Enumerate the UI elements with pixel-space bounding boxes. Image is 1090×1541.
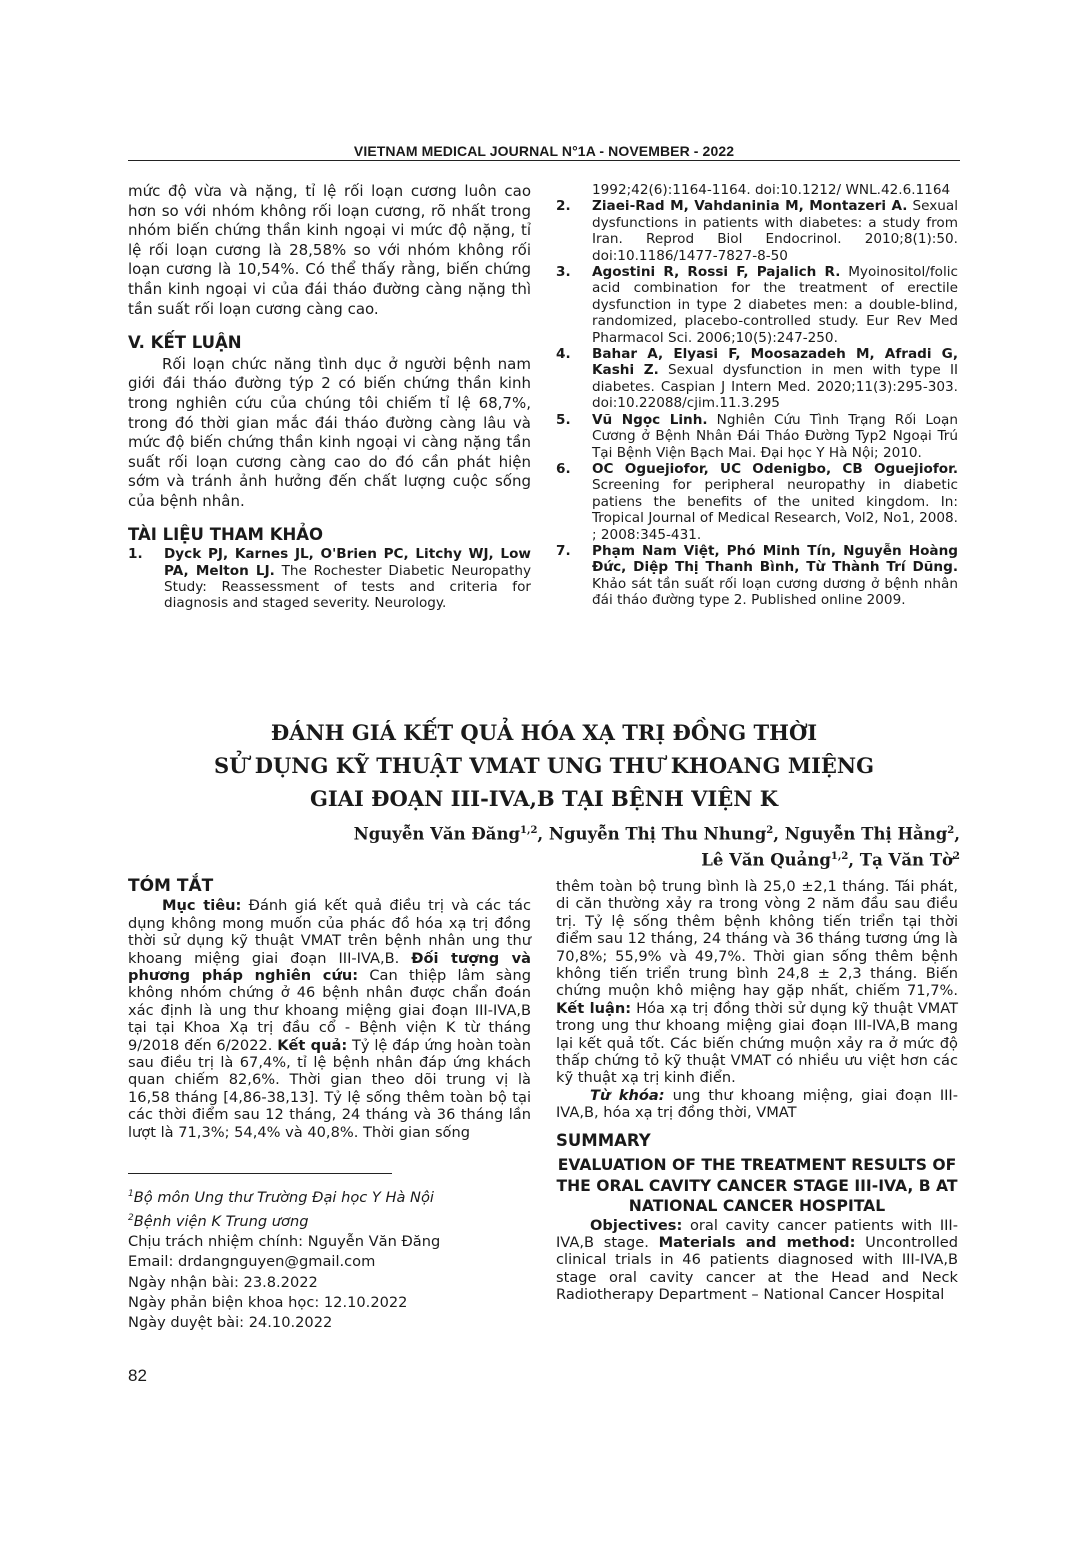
summary-paragraph: Objectives: oral cavity cancer patients with III-IVA,B stage. Materials and method: Uncontrolled clinical trials in 46 patients diagnosed with III-IVA,B stage oral cavity cancer at the Head and Neck Radiotherapy Department – National Cancer Hospital: [556, 1216, 958, 1304]
footnote-rule: [128, 1173, 392, 1174]
reference-item: 4. Bahar A, Elyasi F, Moosazadeh M, Afradi G, Kashi Z. Sexual dysfunction in men with type II diabetes. Caspian J Intern Med. 2020;11(3):295-303. doi:10.22088/cjim.11.3.295: [556, 346, 958, 412]
abstract-paragraph: Mục tiêu: Đánh giá kết quả điều trị và các tác dụng không mong muốn của phác đồ hóa xạ trị đồng thời sử dụng kỹ thuật VMAT trên bệnh nhân ung thư khoang miệng giai đoạn III-IVA,B. Đối tượng và phương pháp nghiên cứu: Can thiệp lâm sàng không nhóm chứng ở 46 bệnh nhân được chẩn đoán xác định là ung thư khoang miệng giai đoạn III-IVA,B tại tại Khoa Xạ trị đầu cổ - Bệnh viện K từ tháng 9/2018 đến 6/2022. Kết quả: Tỷ lệ đáp ứng hoàn toàn sau điều trị là 67,4%, tỉ lệ bệnh nhân đáp ứng khách quan chiếm 82,6%. Thời gian theo dõi trung vị là 16,58 tháng [4,86-38,13]. Tỷ lệ sống thêm toàn bộ tại các thời điểm sau 12 tháng, 24 tháng và 36 tháng lần lượt là 71,3%; 54,4% và 40,8%. Thời gian sống: [128, 897, 532, 1141]
email: Email: drdangnguyen@gmail.com: [128, 1253, 376, 1271]
results-label: Kết quả:: [277, 1036, 348, 1054]
authors-line-1: Nguyễn Văn Đăng$^{1,2}$, Nguyễn Thị Thu Nhung$^2$, Nguyễn Thị Hằng$^2$,: [353, 824, 960, 844]
discussion-paragraph: mức độ vừa và nặng, tỉ lệ rối loạn cương luôn cao hơn so với nhóm không rối loạn cương, rõ nhất trong nhóm biến chứng thần kinh ngoại vi mức độ nặng, tỉ lệ rối loạn cương là 28,58% so với nhóm không rối loạn cương là 10,54%. Có thể thấy rằng, biến chứng thần kinh ngoại vi của đái tháo đường càng nặng thì tần suất rối loạn cương càng cao.: [128, 182, 531, 318]
reference-text: The Rochester Diabetic Neuropathy Study: Reassessment of tests and criteria for diagnosis and staged severity. Neurology.: [164, 562, 531, 612]
abstract-heading: TÓM TẮT: [128, 876, 214, 896]
objective-label: Mục tiêu:: [162, 897, 242, 915]
article-title: [128, 716, 960, 815]
abstract-right: [556, 878, 958, 1304]
reference-continuation: 1992;42(6):1164-1164. doi:10.1212/ WNL.42.6.1164: [592, 182, 951, 198]
date-accepted: Ngày duyệt bài: 24.10.2022: [128, 1313, 333, 1331]
author-name: Nguyễn Thị Thu Nhung: [548, 824, 767, 844]
footnotes: [128, 1184, 528, 1333]
references-heading: TÀI LIỆU THAM KHẢO: [128, 524, 324, 544]
references-left: [128, 546, 531, 612]
page-number: 82: [128, 1366, 147, 1385]
reference-item: 7. Phạm Nam Việt, Phó Minh Tín, Nguyễn Hoàng Đức, Diệp Thị Thanh Bình, Từ Thành Trí Dũng. Khảo sát tần suất rối loạn cương dương ở bệnh nhân đái tháo đường type 2. Published online 2009.: [556, 542, 958, 609]
reference-item: 2. Ziaei-Rad M, Vahdaninia M, Montazeri A. Sexual dysfunctions in patients with diabetes: a study from Iran. Reprod Biol Endocrinol. 2010;8(1):50. doi:10.1186/1477-7827-8-50: [556, 198, 958, 264]
author-affiliation: 1,2: [830, 851, 849, 862]
author-affiliation: 2: [947, 825, 955, 836]
conclusion-paragraph: Rối loạn chức năng tình dục ở người bệnh nam giới đái tháo đường týp 2 có biến chứng thần kinh trong nghiên cứu của chúng tôi chiếm tỉ lệ 68,7%, trong đó thời gian mắc đái tháo đường càng lâu và mức độ biến chứng thần kinh ngoại vi càng nặng tần suất rối loạn cương càng cao do đó cần phát hiện sớm và tránh ảnh hưởng đến chất lượng cuộc sống của bệnh nhân.: [128, 354, 531, 510]
author-name: Tạ Văn Tờ: [859, 850, 954, 870]
keywords: Từ khóa: ung thư khoang miệng, giai đoạn III-IVA,B, hóa xạ trị đồng thời, VMAT: [556, 1086, 959, 1122]
keywords-label: Từ khóa:: [590, 1086, 665, 1104]
responsible-author: Chịu trách nhiệm chính: Nguyễn Văn Đăng: [128, 1233, 441, 1251]
affiliation-1: $^1$Bộ môn Ung thư Trường Đại học Y Hà Nội: [128, 1188, 434, 1206]
reference-authors: Dyck PJ, Karnes JL, O'Brien PC, Litchy WJ, Low PA, Melton LJ.: [164, 546, 531, 579]
author-affiliation: 1,2: [520, 825, 538, 836]
author-name: Nguyễn Thị Hằng: [784, 824, 948, 844]
english-title: EVALUATION OF THE TREATMENT RESULTS OF THE ORAL CAVITY CANCER STAGE III-IVA, B AT NATIONAL CANCER HOSPITAL: [556, 1156, 958, 1216]
reference-number: 1.: [128, 546, 143, 563]
objectives-label: Objectives:: [590, 1216, 683, 1234]
title-line: SỬ DỤNG KỸ THUẬT VMAT UNG THƯ KHOANG MIỆNG: [213, 753, 875, 778]
references-right: [556, 182, 958, 609]
title-line: ĐÁNH GIÁ KẾT QUẢ HÓA XẠ TRỊ ĐỒNG THỜI: [270, 720, 818, 745]
summary-heading: SUMMARY: [556, 1130, 651, 1150]
author-affiliation: 2: [953, 851, 960, 862]
date-reviewed: Ngày phản biện khoa học: 12.10.2022: [128, 1293, 408, 1311]
reference-item: [128, 546, 531, 612]
title-line: GIAI ĐOẠN III-IVA,B TẠI BỆNH VIỆN K: [309, 786, 778, 811]
affiliation-2: $^2$Bệnh viện K Trung ương: [128, 1212, 309, 1230]
abstract-conclusion-label: Kết luận:: [556, 999, 632, 1017]
author-name: Lê Văn Quảng: [701, 850, 831, 870]
methods-label: Đối tượng và phương pháp nghiên cứu:: [128, 949, 531, 985]
authors-line-2: Lê Văn Quảng$^{1,2}$, Tạ Văn Tờ$^2$: [701, 850, 960, 870]
abstract-continuation: thêm toàn bộ trung bình là 25,0 ±2,1 tháng. Tái phát, di căn thường xảy ra trong vòng 2 năm đầu sau điều trị. Tỷ lệ sống thêm bệnh không tiến triển tại thời điểm sau 12 tháng, 24 tháng và 36 tháng tương ứng là 70,8%; 55,9% và 49,7%. Thời gian sống thêm bệnh không tiến triển trung bình 24,8 ± 2,3 tháng. Biến chứng muộn khô miệng hay gặp nhất, chiếm 71,7%. Kết luận: Hóa xạ trị đồng thời sử dụng kỹ thuật VMAT trong ung thư khoang miệng giai đoạn III-IVA,B mang lại kết quả tốt. Các biến chứng muộn xảy ra ở mức độ thấp chứng tỏ kỹ thuật VMAT có nhiều ưu việt hơn các kỹ thuật xạ trị kinh điển.: [556, 878, 958, 1087]
conclusion-heading: V. KẾT LUẬN: [128, 333, 242, 353]
materials-label: Materials and method:: [658, 1234, 856, 1251]
reference-item: 3. Agostini R, Rossi F, Pajalich R. Myoinositol/folic acid combination for the treatment of erectile dysfunction in type 2 diabetes men: a double-blind, randomized, placebo-controlled study. Eur Rev Med Pharmacol Sci. 2006;10(5):247-250.: [556, 264, 958, 346]
abstract-left: [128, 878, 531, 1141]
left-top-column: [128, 182, 531, 612]
running-header: VIETNAM MEDICAL JOURNAL N°1A - NOVEMBER - 2022: [353, 143, 735, 159]
reference-item: 6. OC Oguejiofor, UC Odenigbo, CB Oguejiofor. Screening for peripheral neuropathy in diabetic patiens the benefits of the united kingdom. In: Tropical Journal of Medical Research, Vol2, No1, 2008. ; 2008:345-431.: [556, 460, 958, 543]
reference-item: 5. Vũ Ngọc Linh. Nghiên Cứu Tình Trạng Rối Loạn Cương ở Bệnh Nhân Đái Tháo Đường Typ2 Ngoại Trú Tại Bệnh Viện Bạch Mai. Đại học Y Hà Nội; 2010.: [556, 411, 958, 461]
header-rule: [128, 160, 960, 161]
author-name: Nguyễn Văn Đăng: [353, 824, 520, 844]
date-received: Ngày nhận bài: 23.8.2022: [128, 1273, 318, 1291]
author-affiliation: 2: [766, 825, 774, 836]
